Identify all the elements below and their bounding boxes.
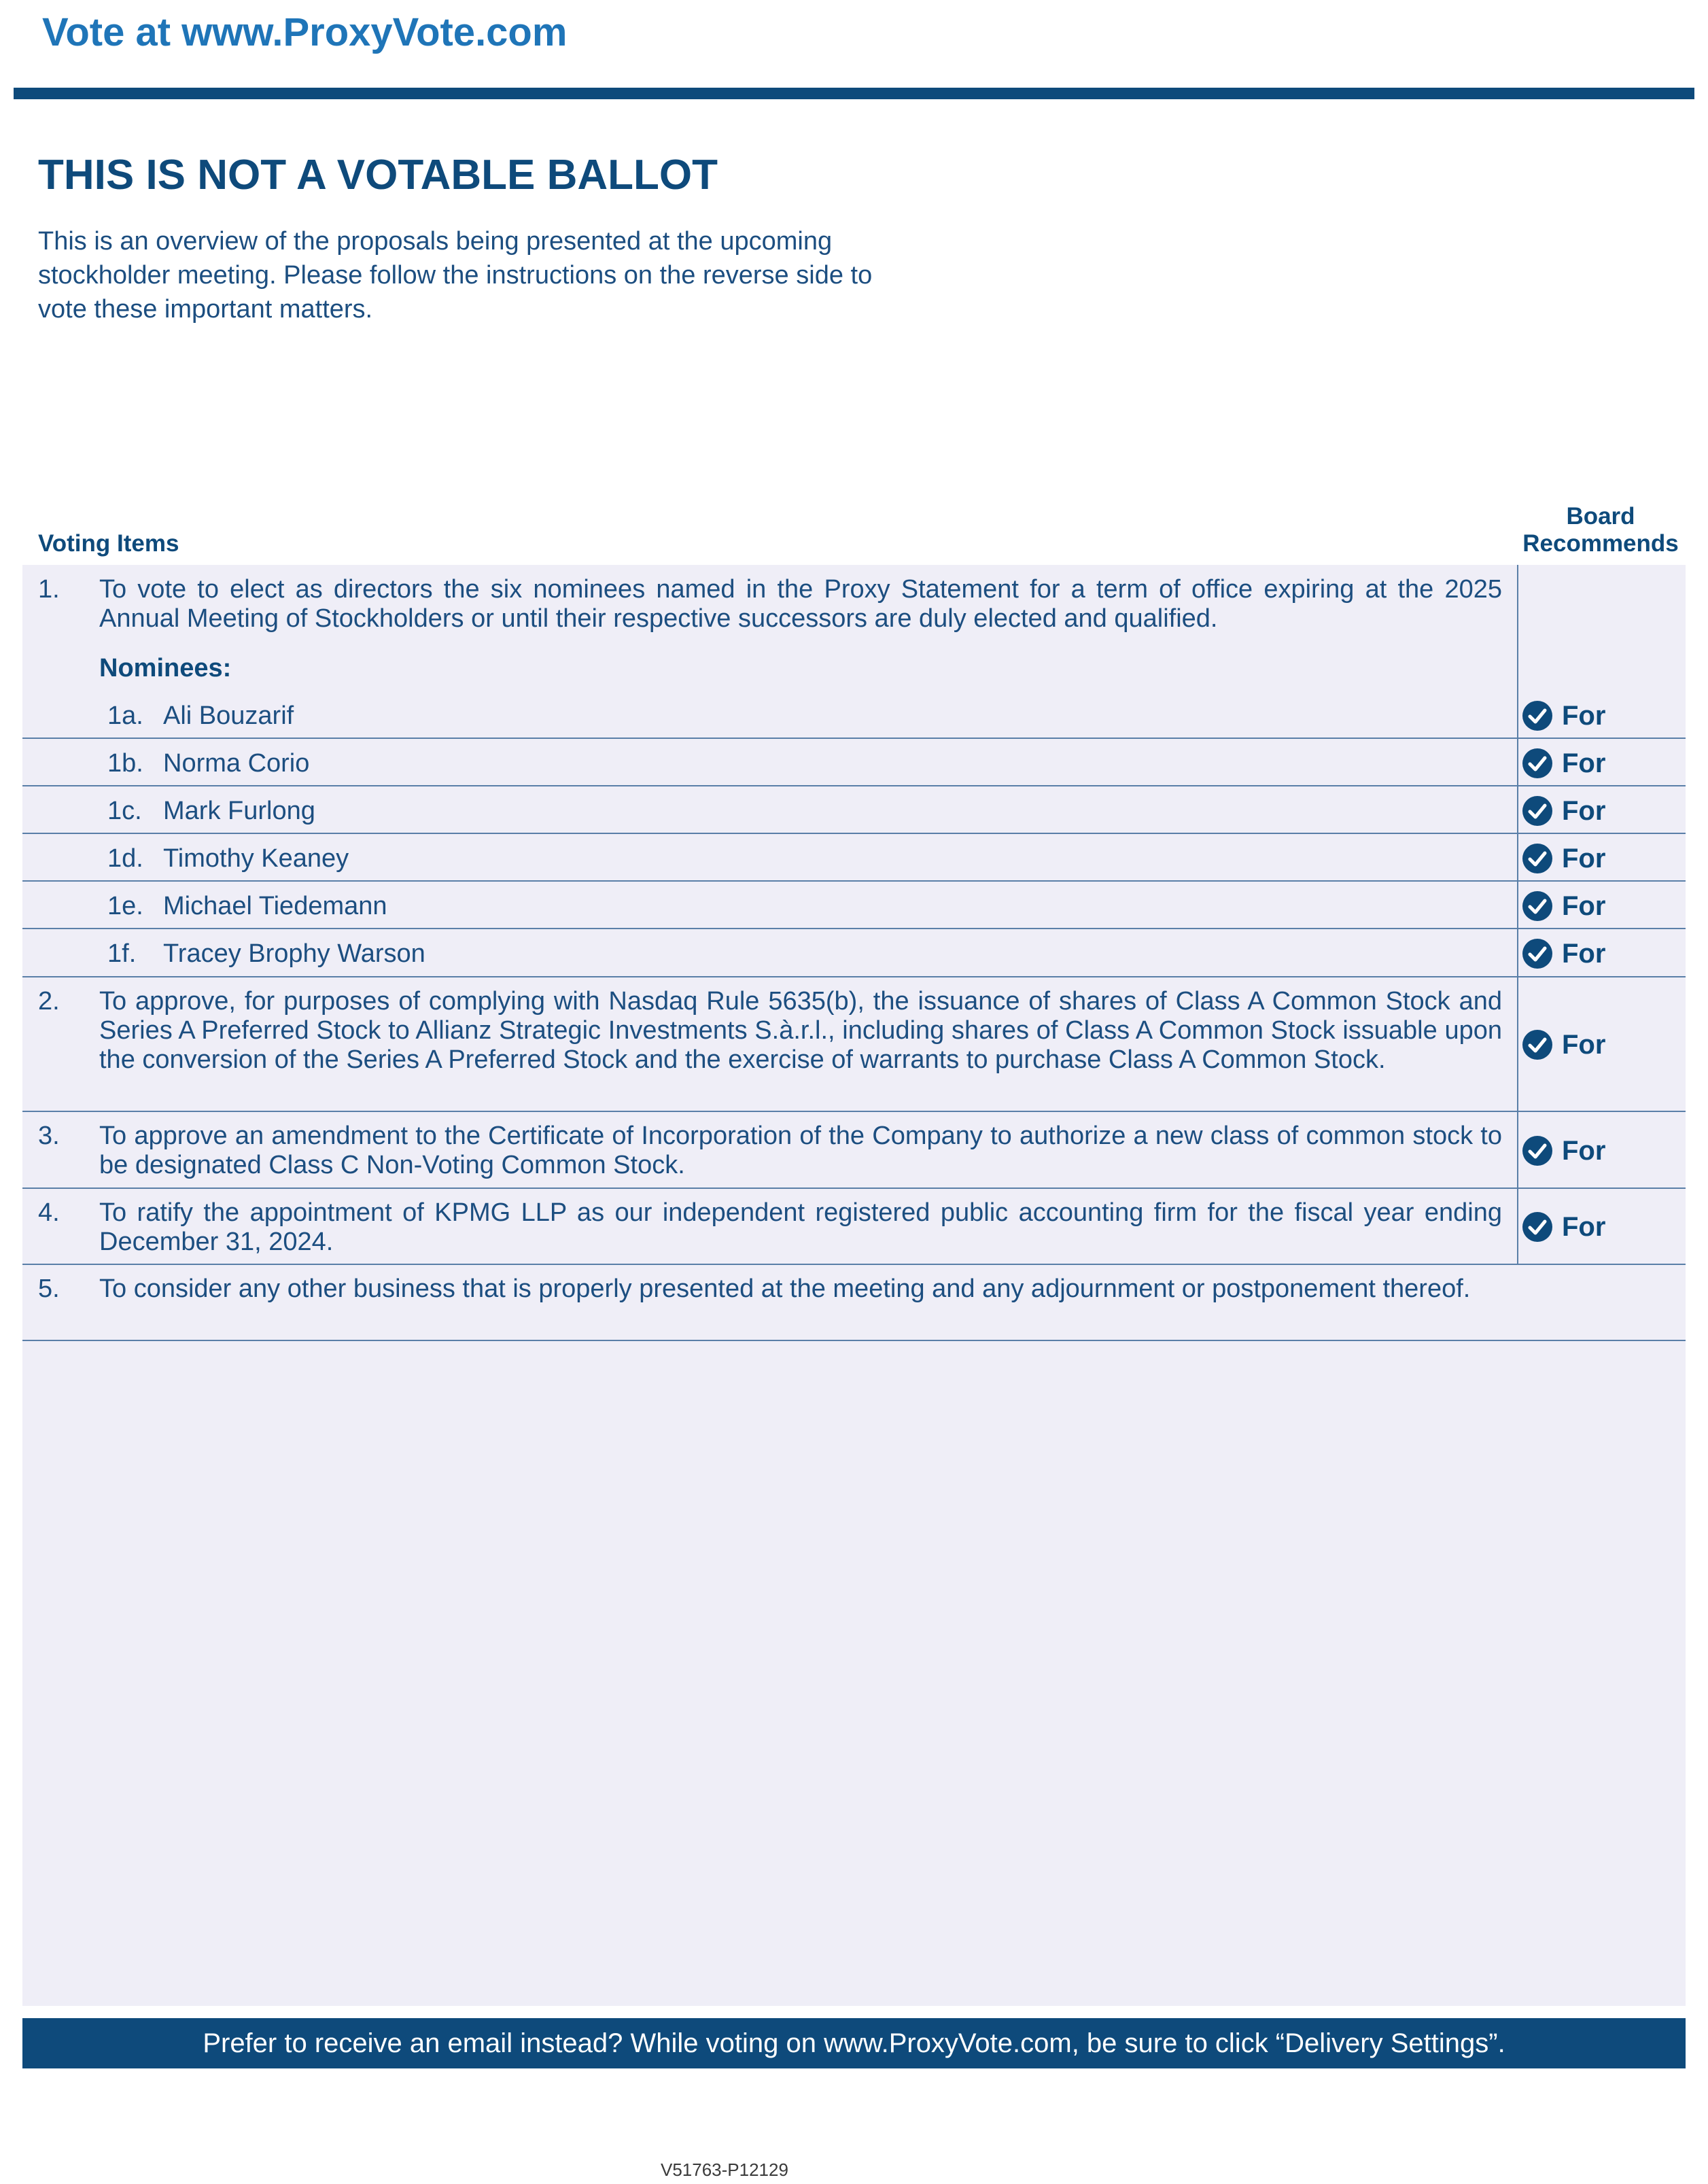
proxyvote-header-title: Vote at www.ProxyVote.com <box>42 10 568 54</box>
item-text: To approve an amendment to the Certificate of Incorporation of the Company to authorize a new class of common stock to be designated Class C Non-Voting Common Stock. <box>99 1122 1502 1179</box>
recommendation <box>1522 1029 1605 1060</box>
row-divider <box>22 738 1686 739</box>
board-recommends-line1: Board <box>1566 503 1635 530</box>
check-circle-icon <box>1522 1030 1552 1060</box>
header-divider-bar <box>14 88 1694 99</box>
recommendation <box>1522 700 1605 731</box>
row-divider <box>22 1264 1686 1265</box>
check-circle-icon <box>1522 796 1552 826</box>
document-code: V51763-P12129 <box>661 2160 788 2180</box>
item-number: 2. <box>38 987 60 1016</box>
recommendation <box>1522 1211 1605 1243</box>
row-divider <box>22 1340 1686 1341</box>
recommendation-label: For <box>1562 701 1606 731</box>
recommendation-column-divider <box>1517 565 1518 1264</box>
nominee-code: 1c. <box>107 797 142 825</box>
nominee-code: 1f. <box>107 939 137 968</box>
check-circle-icon <box>1522 1136 1552 1166</box>
nominee-code: 1d. <box>107 844 143 873</box>
row-divider <box>22 785 1686 786</box>
check-circle-icon <box>1522 844 1552 873</box>
recommendation-label: For <box>1562 844 1606 873</box>
voting-items-header: Voting Items <box>38 530 179 557</box>
item-number: 1. <box>38 575 60 604</box>
row-divider <box>22 1111 1686 1112</box>
item-text: To approve, for purposes of complying with Nasdaq Rule 5635(b), the issuance of shares of Class A Common Stock and Series A Preferred Stock to Allianz Strategic Investments S.à.r.l., including shares of Class A Common Stock issuable upon the conversion of the Series A Preferred Stock and the exercise of warrants to purchase Class A Common Stock. <box>99 987 1502 1074</box>
recommendation <box>1522 1135 1605 1166</box>
nominee-code: 1a. <box>107 701 143 730</box>
nominee-name: Michael Tiedemann <box>163 892 387 920</box>
item-number: 4. <box>38 1198 60 1227</box>
recommendation <box>1522 843 1605 874</box>
check-circle-icon <box>1522 1212 1552 1242</box>
recommendation-label: For <box>1562 796 1606 826</box>
ballot-heading: THIS IS NOT A VOTABLE BALLOT <box>38 152 718 198</box>
nominee-name: Norma Corio <box>163 749 310 778</box>
recommendation-label: For <box>1562 939 1606 969</box>
recommendation-label: For <box>1562 748 1606 778</box>
item-number: 3. <box>38 1122 60 1150</box>
nominees-label: Nominees: <box>99 654 232 682</box>
row-divider <box>22 1188 1686 1189</box>
recommendation-label: For <box>1562 1136 1606 1166</box>
recommendation-label: For <box>1562 1212 1606 1242</box>
ballot-intro: This is an overview of the proposals being presented at the upcoming stockholder meeting. Please follow the instructions on the reverse side to vote these important matters. <box>38 227 873 324</box>
item-text: To vote to elect as directors the six nominees named in the Proxy Statement for a term of office expiring at the 2025 Annual Meeting of Stockholders or until their respective successors are duly elected and qualified. <box>99 575 1502 633</box>
recommendation <box>1522 748 1605 779</box>
check-circle-icon <box>1522 701 1552 731</box>
check-circle-icon <box>1522 748 1552 778</box>
item-text: To ratify the appointment of KPMG LLP as our independent registered public accounting firm for the fiscal year ending December 31, 2024. <box>99 1198 1502 1256</box>
recommendation <box>1522 890 1605 922</box>
check-circle-icon <box>1522 891 1552 921</box>
nominee-name: Mark Furlong <box>163 797 315 825</box>
row-divider <box>22 976 1686 977</box>
row-divider <box>22 833 1686 834</box>
nominee-code: 1e. <box>107 892 143 920</box>
recommendation <box>1522 795 1605 827</box>
delivery-settings-banner: Prefer to receive an email instead? While voting on www.ProxyVote.com, be sure to click “Delivery Settings”. <box>22 2018 1686 2068</box>
recommendation <box>1522 938 1605 969</box>
board-recommends-line2: Recommends <box>1522 530 1679 557</box>
nominee-name: Ali Bouzarif <box>163 701 294 730</box>
nominee-name: Tracey Brophy Warson <box>163 939 425 968</box>
item-number: 5. <box>38 1275 60 1303</box>
item-text: To consider any other business that is properly presented at the meeting and any adjournment or postponement thereof. <box>99 1275 1471 1303</box>
board-recommends-header <box>1512 503 1689 557</box>
row-divider <box>22 880 1686 882</box>
recommendation-label: For <box>1562 1030 1606 1060</box>
nominee-code: 1b. <box>107 749 143 778</box>
check-circle-icon <box>1522 939 1552 969</box>
recommendation-label: For <box>1562 891 1606 921</box>
row-divider <box>22 928 1686 929</box>
nominee-name: Timothy Keaney <box>163 844 349 873</box>
